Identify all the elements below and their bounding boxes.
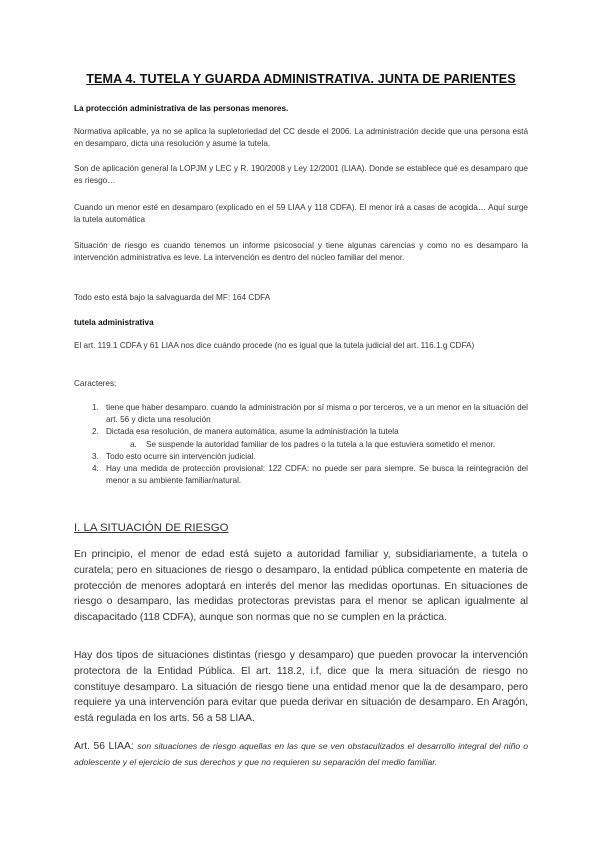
list-item: 3. Todo esto ocurre sin intervención judicial. — [92, 451, 256, 461]
paragraph: Situación de riesgo es cuando tenemos un informe psicosocial y tiene algunas carencias y como no es desamparo la intervención administrativa es leve. La intervención es dentro del núcleo familiar del menor. — [74, 241, 528, 263]
paragraph: Son de aplicación general la LOPJM y LEC y R. 190/2008 y Ley 12/2001 (LIAA). Donde se establece qué es desamparo que es riesgo… — [74, 164, 528, 186]
subheading: tutela administrativa — [74, 318, 154, 327]
list-item: 2. Dictada esa resolución, de manera automática, asume la administración la tutela — [92, 427, 399, 437]
list-item: 4. Hay una medida de protección provisional: 122 CDFA: no puede ser para siempre. Se busca la reintegración del menor a su ambiente familiar/natural. — [92, 464, 528, 486]
paragraph: Todo esto está bajo la salvaguarda del MF: 164 CDFA — [74, 293, 271, 302]
paragraph: El art. 119.1 CDFA y 61 LIAA nos dice cuándo procede (no es igual que la tutela judicial del art. 116.1.g CDFA) — [74, 341, 475, 350]
section-title: I. LA SITUACIÓN DE RIESGO — [74, 522, 229, 534]
characteristics-list — [74, 402, 528, 487]
list-item: 1. tiene que haber desamparo. cuando la administración por sí misma o por terceros, ve a un menor en la situación del art. 56 y dicta una resolución — [92, 403, 528, 425]
paragraph: En principio, el menor de edad está sujeto a autoridad familiar y, subsidiariamente, a tutela o curatela; pero en situaciones de riesgo o desamparo, la entidad pública competente en materia de protección de menores adoptará en interés del menor las medidas oportunas. En situaciones de riesgo o desamparo, las medidas protectoras previstas para el menor se aplican igualmente al discapacitado (118 CDFA), aunque son normas que no se cumplen en la práctica. — [74, 549, 528, 624]
paragraph: Hay dos tipos de situaciones distintas (riesgo y desamparo) que pueden provocar la intervención protectora de la Entidad Pública. El art. 118.2, i.f, dice que la mera situación de riesgo no constituye desamparo. La situación de riesgo tiene una entidad menor que la de desamparo, pero requiere ya una intervención para evitar que pueda derivar en situación de desamparo. En Aragón, está regulada en los arts. 56 a 58 LIAA. — [74, 650, 528, 725]
page-title: TEMA 4. TUTELA Y GUARDA ADMINISTRATIVA. JUNTA DE PARIENTES — [86, 72, 516, 86]
section-heading: La protección administrativa de las personas menores. — [74, 104, 289, 113]
paragraph: Caracteres: — [74, 379, 117, 388]
article-ref: Art. 56 LIAA: — [74, 741, 138, 752]
list-subitem: a. Se suspende la autoridad familiar de los padres o la tutela a la que estuviera sometido el menor. — [130, 439, 496, 449]
paragraph: Cuando un menor esté en desamparo (explicado en el 59 LIAA y 118 CDFA). El menor irá a casas de acogida… Aquí surge la tutela automática — [74, 203, 528, 225]
paragraph: Normativa aplicable, ya no se aplica la supletoriedad del CC desde el 2006. La administración decide que una persona está en desamparo, dicta una resolución y asume la tutela. — [74, 127, 528, 149]
paragraph — [74, 739, 528, 771]
article-quote: son situaciones de riesgo aquellas en las que se ven obstaculizados el desarrollo integral del niño o adolescente y el ejercicio de sus derechos y que no requieren su separación del medio familiar. — [74, 741, 528, 767]
